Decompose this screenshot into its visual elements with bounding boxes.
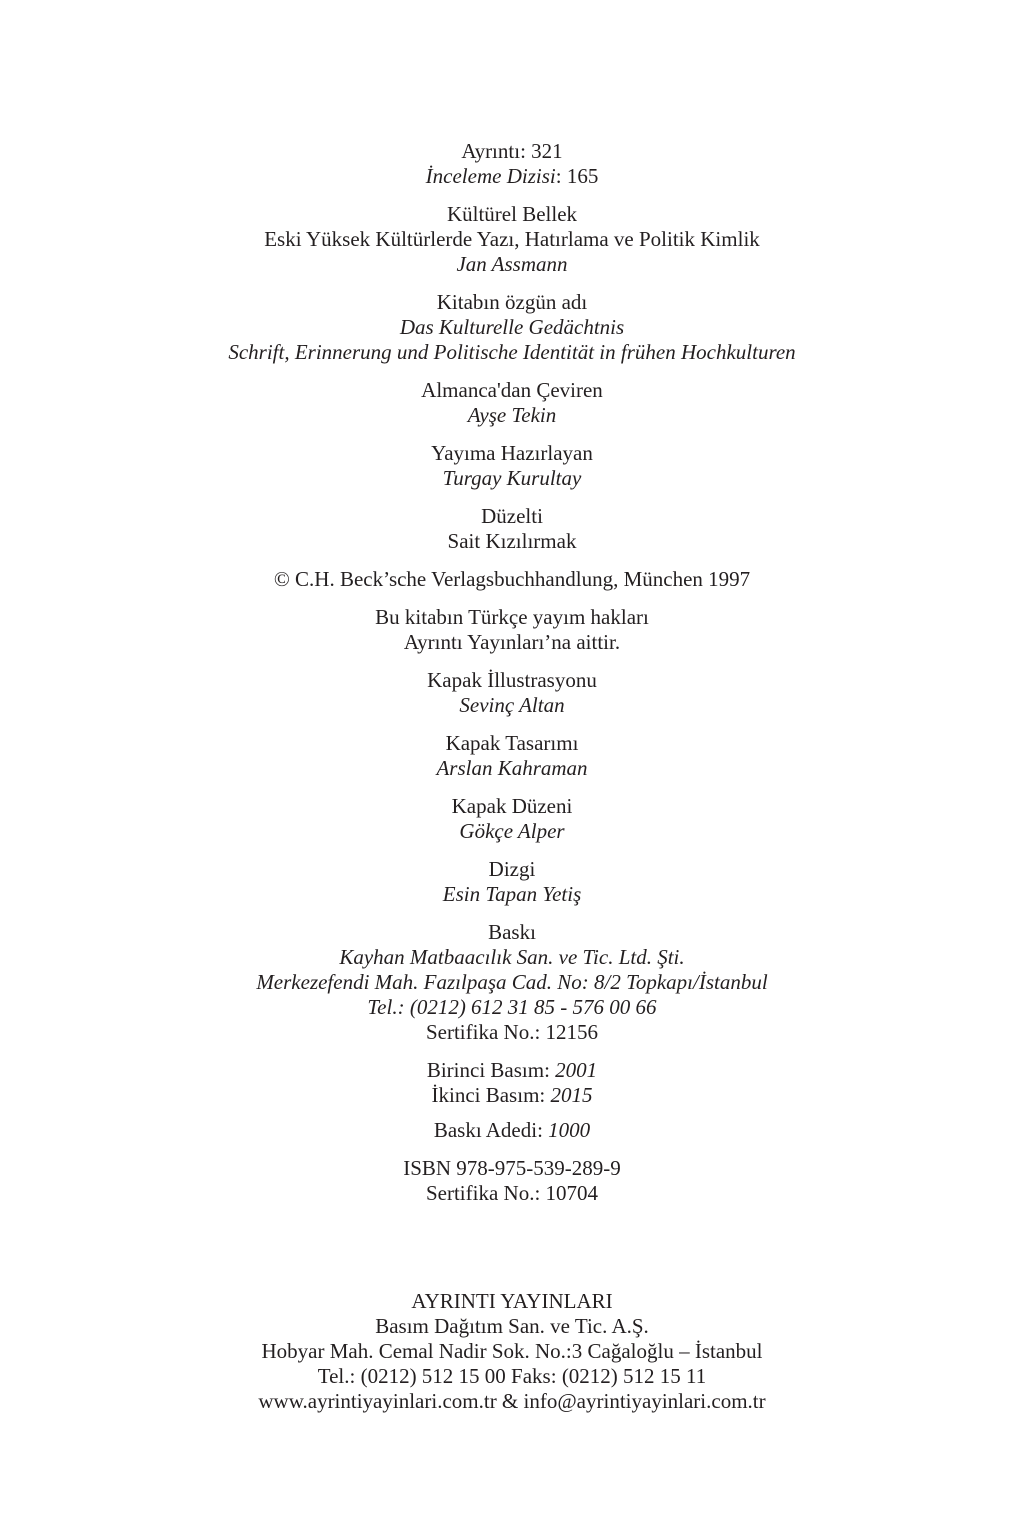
rights-info bbox=[0, 605, 1024, 655]
print-run-info bbox=[0, 1118, 1024, 1143]
cover-layout-label: Kapak Düzeni bbox=[451, 794, 573, 818]
printing-label: Baskı bbox=[488, 920, 536, 944]
copyright-info bbox=[0, 567, 1024, 592]
book-subtitle: Eski Yüksek Kültürlerde Yazı, Hatırlama ve Politik Kimlik bbox=[264, 227, 760, 251]
printing-info bbox=[0, 920, 1024, 1045]
typesetting-info bbox=[0, 857, 1024, 907]
editor-info bbox=[0, 441, 1024, 491]
original-subtitle: Schrift, Erinnerung und Politische Identität in frühen Hochkulturen bbox=[228, 340, 796, 364]
rights-line-2: Ayrıntı Yayınları’na aittir. bbox=[403, 630, 621, 654]
first-edition-label: Birinci Basım: bbox=[426, 1058, 550, 1082]
editor-label: Yayıma Hazırlayan bbox=[431, 441, 593, 465]
print-run-label: Baskı Adedi: bbox=[433, 1118, 543, 1142]
publisher-name: AYRINTI YAYINLARI bbox=[411, 1289, 613, 1313]
translator-name: Ayşe Tekin bbox=[467, 403, 557, 427]
series-info: Ayrıntı: 321 İnceleme Dizisi: 165 bbox=[425, 139, 599, 188]
cover-design-name: Arslan Kahraman bbox=[436, 756, 588, 780]
cover-design-label: Kapak Tasarımı bbox=[445, 731, 579, 755]
second-edition-label: İkinci Basım: bbox=[431, 1083, 546, 1107]
rights-line-1: Bu kitabın Türkçe yayım hakları bbox=[375, 605, 649, 629]
isbn-info bbox=[0, 1156, 1024, 1206]
translator-label: Almanca'dan Çeviren bbox=[421, 378, 603, 402]
translator-info bbox=[0, 378, 1024, 428]
sub-series-label: İnceleme Dizisi bbox=[425, 164, 556, 188]
publisher-series-label: Ayrıntı: bbox=[461, 139, 526, 163]
original-title-info bbox=[0, 290, 1024, 365]
first-edition-year: 2001 bbox=[555, 1058, 598, 1082]
editor-name: Turgay Kurultay bbox=[442, 466, 582, 490]
publisher-block bbox=[0, 1289, 1024, 1414]
cover-layout-info bbox=[0, 794, 1024, 844]
typesetting-label: Dizgi bbox=[488, 857, 536, 881]
book-title: Kültürel Bellek bbox=[446, 202, 578, 226]
proofreading-label: Düzelti bbox=[481, 504, 543, 528]
original-title-label: Kitabın özgün adı bbox=[436, 290, 588, 314]
printing-address: Merkezefendi Mah. Fazılpaşa Cad. No: 8/2 Topkapı/İstanbul bbox=[256, 970, 768, 994]
edition-info bbox=[0, 1058, 1024, 1108]
publisher-phone-fax: Tel.: (0212) 512 15 00 Faks: (0212) 512 15 11 bbox=[317, 1364, 707, 1388]
imprint-block bbox=[0, 139, 1024, 1219]
original-title: Das Kulturelle Gedächtnis bbox=[399, 315, 625, 339]
print-run-count: 1000 bbox=[548, 1118, 591, 1142]
publisher-web-email: www.ayrintiyayinlari.com.tr & info@ayrintiyayinlari.com.tr bbox=[258, 1389, 766, 1413]
isbn-certificate: Sertifika No.: 10704 bbox=[425, 1181, 599, 1205]
cover-layout-name: Gökçe Alper bbox=[459, 819, 565, 843]
proofreading-info bbox=[0, 504, 1024, 554]
cover-design-info bbox=[0, 731, 1024, 781]
sub-series-number: 165 bbox=[566, 164, 599, 188]
publisher-series-number: 321 bbox=[531, 139, 563, 163]
copyright-notice: © C.H. Beck’sche Verlagsbuchhandlung, München 1997 bbox=[273, 567, 751, 591]
proofreading-name: Sait Kızılırmak bbox=[447, 529, 577, 553]
printing-phone: Tel.: (0212) 612 31 85 - 576 00 66 bbox=[367, 995, 657, 1019]
publisher-company: Basım Dağıtım San. ve Tic. A.Ş. bbox=[375, 1314, 649, 1338]
cover-illustration-info bbox=[0, 668, 1024, 718]
cover-illustration-label: Kapak İllustrasyonu bbox=[427, 668, 597, 692]
publisher-address: Hobyar Mah. Cemal Nadir Sok. No.:3 Cağaloğlu – İstanbul bbox=[261, 1339, 763, 1363]
isbn-number: ISBN 978-975-539-289-9 bbox=[403, 1156, 621, 1180]
cover-illustration-name: Sevinç Altan bbox=[459, 693, 565, 717]
book-info bbox=[0, 202, 1024, 277]
printing-company: Kayhan Matbaacılık San. ve Tic. Ltd. Şti. bbox=[339, 945, 685, 969]
printing-certificate: Sertifika No.: 12156 bbox=[425, 1020, 599, 1044]
book-author: Jan Assmann bbox=[456, 252, 568, 276]
typesetting-name: Esin Tapan Yetiş bbox=[442, 882, 582, 906]
second-edition-year: 2015 bbox=[550, 1083, 593, 1107]
